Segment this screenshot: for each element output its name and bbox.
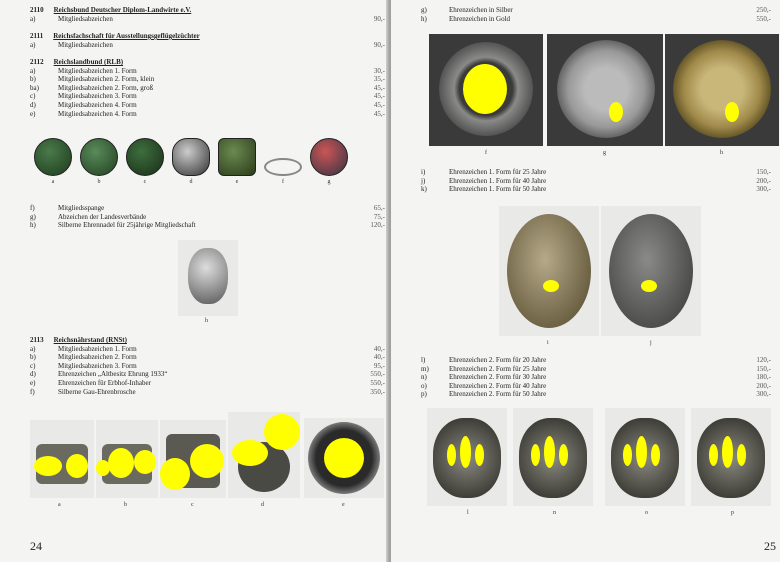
section-2112-more [30, 204, 385, 230]
photo-caption: c [191, 502, 194, 508]
item-code: l) [421, 356, 426, 364]
list-item [30, 353, 385, 362]
photo-ehrennadel [178, 240, 238, 316]
censor-dot [623, 444, 632, 466]
item-name: Ehrenzeichen 2. Form für 50 Jahre [449, 390, 547, 399]
photo-badge-o [605, 408, 685, 506]
item-price: 300,- [756, 185, 771, 194]
list-item [30, 92, 385, 101]
item-code: o) [421, 381, 427, 390]
photo-caption: g [603, 150, 606, 156]
photo-badge-l [427, 408, 507, 506]
item-code: n) [421, 373, 427, 382]
item-price: 45,- [373, 100, 385, 109]
list-item [421, 373, 771, 382]
list-item [421, 185, 771, 194]
photo-badge-h [665, 34, 779, 146]
censor-dot [544, 436, 555, 468]
item-name: Mitgliedsabzeichen 2. Form, klein [58, 75, 155, 84]
page-number: 25 [764, 539, 776, 553]
badge-image [673, 40, 771, 138]
item-code: f) [30, 387, 35, 396]
censor-dot [264, 414, 300, 450]
censor-dot [651, 444, 660, 466]
badge-image [126, 138, 164, 176]
item-name: Mitgliedsabzeichen 2. Form, groß [58, 83, 154, 92]
item-code: b) [30, 75, 36, 84]
badge-image [264, 158, 302, 176]
badge-label: g [327, 179, 331, 185]
list-item [30, 101, 385, 110]
item-name: Mitgliedsabzeichen 1. Form [58, 344, 137, 353]
left-page [0, 0, 389, 562]
censor-dot [531, 444, 540, 466]
censor-dot [641, 280, 657, 292]
censor-dot [232, 440, 268, 466]
item-code: d) [30, 370, 36, 379]
badge-photo [218, 138, 256, 185]
photo-caption: a [58, 502, 61, 508]
photo-badge-g [547, 34, 663, 146]
list-item [30, 345, 385, 354]
badge-photo [310, 138, 348, 185]
badge-image [80, 138, 118, 176]
item-name: Silberne Ehrennadel für 25jährige Mitgliedschaft [58, 221, 196, 230]
photo-caption: b [124, 502, 127, 508]
section-code: 2113 [30, 336, 44, 344]
item-price: 45,- [373, 83, 385, 92]
censor-dot [160, 458, 190, 490]
item-price: 200,- [756, 176, 771, 185]
rows-ehrenzeichen-2form [421, 356, 771, 399]
list-item [421, 382, 771, 391]
badge-photo [160, 420, 226, 498]
badge-photo [80, 138, 118, 185]
item-code: ba) [30, 83, 39, 92]
item-name: Ehrenzeichen in Silber [449, 6, 513, 14]
item-name: Abzeichen der Landesverbände [58, 212, 147, 221]
censor-dot [722, 436, 733, 468]
photo-caption: p [731, 510, 734, 516]
page-number: 24 [30, 539, 42, 553]
section-code: 2111 [30, 32, 44, 40]
censor-dot [609, 102, 623, 122]
item-price: 40,- [373, 344, 385, 353]
item-code: g) [30, 212, 36, 221]
badge-label: e [235, 179, 239, 185]
list-item [30, 204, 385, 213]
badge-label: b [97, 179, 101, 185]
item-code: a) [30, 40, 36, 49]
item-name: Mitgliedsabzeichen 4. Form [58, 100, 137, 109]
badge-photo [304, 418, 384, 498]
item-code: j) [421, 176, 426, 185]
badge-label: d [189, 179, 193, 185]
item-price: 550,- [370, 370, 385, 379]
section-title [30, 336, 385, 345]
photo-badge-n [513, 408, 593, 506]
section-2111 [30, 32, 385, 49]
item-price: 550,- [756, 14, 771, 23]
item-price: 90,- [373, 40, 385, 49]
right-page [391, 0, 780, 562]
censor-dot [737, 444, 746, 466]
section-2112 [30, 58, 385, 118]
badge-photo [30, 420, 94, 498]
photo-brooch-f [429, 34, 543, 146]
section-title [30, 32, 385, 41]
list-item [30, 110, 385, 119]
section-code: 2112 [30, 58, 44, 66]
badge-row-2112 [34, 136, 356, 185]
badge-photo [264, 136, 302, 185]
item-price: 45,- [373, 92, 385, 101]
censor-dot [725, 102, 739, 122]
item-name: Ehrenzeichen 2. Form für 20 Jahre [449, 356, 547, 364]
badge-image [609, 214, 693, 328]
item-code: a) [30, 66, 36, 75]
section-name: Reichslandbund (RLB) [53, 58, 124, 66]
censor-dot [134, 450, 156, 474]
list-item [30, 15, 385, 24]
censor-dot [636, 436, 647, 468]
censor-dot [475, 444, 484, 466]
photo-caption: o [645, 510, 648, 516]
item-price: 180,- [756, 373, 771, 382]
item-price: 95,- [373, 361, 385, 370]
item-code: f) [30, 204, 35, 212]
item-name: Mitgliedsabzeichen 1. Form [58, 66, 137, 75]
item-code: c) [30, 361, 36, 370]
censor-dot [543, 280, 559, 292]
censor-dot [447, 444, 456, 466]
item-price: 300,- [756, 390, 771, 399]
item-price: 65,- [373, 204, 385, 212]
censor-dot [460, 436, 471, 468]
item-price: 40,- [373, 353, 385, 362]
item-name: Ehrenzeichen 2. Form für 30 Jahre [449, 373, 547, 382]
rows-ehrenzeichen-1form [421, 168, 771, 194]
item-price: 150,- [756, 364, 771, 373]
list-item [421, 177, 771, 186]
section-2110 [30, 6, 385, 23]
item-name: Ehrenzeichen 2. Form für 40 Jahre [449, 381, 547, 390]
list-item [30, 213, 385, 222]
censor-dot [34, 456, 62, 476]
item-price: 45,- [373, 109, 385, 118]
rows-ehrenzeichen-top [421, 6, 771, 23]
item-name: Mitgliedsabzeichen 4. Form [58, 109, 137, 118]
badge-label: f [282, 179, 284, 185]
item-name: Mitgliedsspange [58, 204, 105, 212]
section-code: 2110 [30, 6, 44, 14]
item-price: 150,- [756, 168, 771, 176]
photo-badge-j [601, 206, 701, 336]
item-code: e) [30, 109, 36, 118]
censor-dot [463, 64, 507, 114]
item-code: k) [421, 185, 427, 194]
photo-caption: d [261, 502, 264, 508]
item-code: a) [30, 344, 36, 353]
section-title [30, 58, 385, 67]
item-price: 30,- [373, 66, 385, 75]
item-price: 120,- [756, 356, 771, 364]
item-name: Ehrenzeichen 1. Form für 25 Jahre [449, 168, 547, 176]
list-item [421, 15, 771, 24]
item-code: m) [421, 364, 429, 373]
item-code: g) [421, 6, 427, 14]
photo-caption: e [342, 502, 345, 508]
badge-photo [228, 412, 300, 498]
photo-badge-i [499, 206, 599, 336]
item-name: Mitgliedsabzeichen [58, 14, 113, 23]
censor-dot [709, 444, 718, 466]
censor-dot [66, 454, 88, 478]
badge-image [218, 138, 256, 176]
item-name: Ehrenzeichen „Altbesitz Ehrung 1933“ [58, 370, 168, 379]
item-name: Ehrenzeichen 1. Form für 50 Jahre [449, 185, 547, 194]
section-name: Reichsfachschaft für Ausstellungsgeflügelzüchter [53, 32, 200, 40]
list-item [421, 365, 771, 374]
photo-caption: i [547, 340, 549, 346]
item-name: Mitgliedsabzeichen 3. Form [58, 92, 137, 101]
list-item [421, 356, 771, 365]
list-item [30, 362, 385, 371]
item-price: 200,- [756, 381, 771, 390]
item-name: Ehrenzeichen in Gold [449, 14, 511, 23]
badge-photo [172, 138, 210, 185]
item-code: c) [30, 92, 36, 101]
item-code: p) [421, 390, 427, 399]
item-code: a) [30, 14, 36, 23]
section-name: Reichsnährstand (RNSt) [53, 336, 127, 344]
photo-caption: l [467, 510, 469, 516]
photo-badge-p [691, 408, 771, 506]
item-name: Mitgliedsabzeichen 2. Form [58, 353, 137, 362]
censor-dot [324, 438, 364, 478]
censor-dot [559, 444, 568, 466]
badge-photo [126, 138, 164, 185]
item-price: 90,- [373, 14, 385, 23]
photo-caption: f [485, 150, 487, 156]
list-item [421, 6, 771, 15]
list-item [30, 41, 385, 50]
list-item [30, 75, 385, 84]
photo-caption: h [720, 150, 723, 156]
badge-image [557, 40, 655, 138]
photo-caption: h [205, 318, 208, 324]
item-code: h) [421, 14, 427, 23]
censor-dot [108, 448, 134, 478]
badge-label: a [51, 179, 55, 185]
section-title [30, 6, 385, 15]
item-price: 250,- [756, 6, 771, 14]
badge-image [172, 138, 210, 176]
badge-photo [96, 420, 158, 498]
item-name: Ehrenzeichen für Erbhof-Inhaber [58, 378, 151, 387]
badge-photo [34, 138, 72, 185]
section-2113 [30, 336, 385, 396]
list-item [421, 390, 771, 399]
list-item [30, 67, 385, 76]
item-code: b) [30, 353, 36, 362]
list-item [30, 388, 385, 397]
censor-dot [190, 444, 224, 478]
list-item [30, 221, 385, 230]
item-code: d) [30, 100, 36, 109]
list-item [30, 370, 385, 379]
list-item [30, 84, 385, 93]
item-name: Mitgliedsabzeichen [58, 40, 113, 49]
item-price: 350,- [370, 387, 385, 396]
item-code: i) [421, 168, 426, 176]
item-name: Mitgliedsabzeichen 3. Form [58, 361, 137, 370]
list-item [421, 168, 771, 177]
badge-label: c [143, 179, 147, 185]
item-price: 35,- [373, 75, 385, 84]
item-code: h) [30, 221, 36, 230]
list-item [30, 379, 385, 388]
item-name: Ehrenzeichen 1. Form für 40 Jahre [449, 176, 547, 185]
item-price: 120,- [370, 221, 385, 230]
item-name: Ehrenzeichen 2. Form für 25 Jahre [449, 364, 547, 373]
item-price: 550,- [370, 378, 385, 387]
badge-image [507, 214, 591, 328]
badge-image [310, 138, 348, 176]
section-name: Reichsbund Deutscher Diplom-Landwirte e.V. [53, 6, 192, 14]
badge-image [188, 248, 228, 304]
item-name: Silberne Gau-Ehrenbrosche [58, 387, 136, 396]
item-code: e) [30, 378, 36, 387]
photo-caption: j [650, 340, 652, 346]
item-price: 75,- [373, 212, 385, 221]
photo-caption: n [553, 510, 556, 516]
badge-image [34, 138, 72, 176]
